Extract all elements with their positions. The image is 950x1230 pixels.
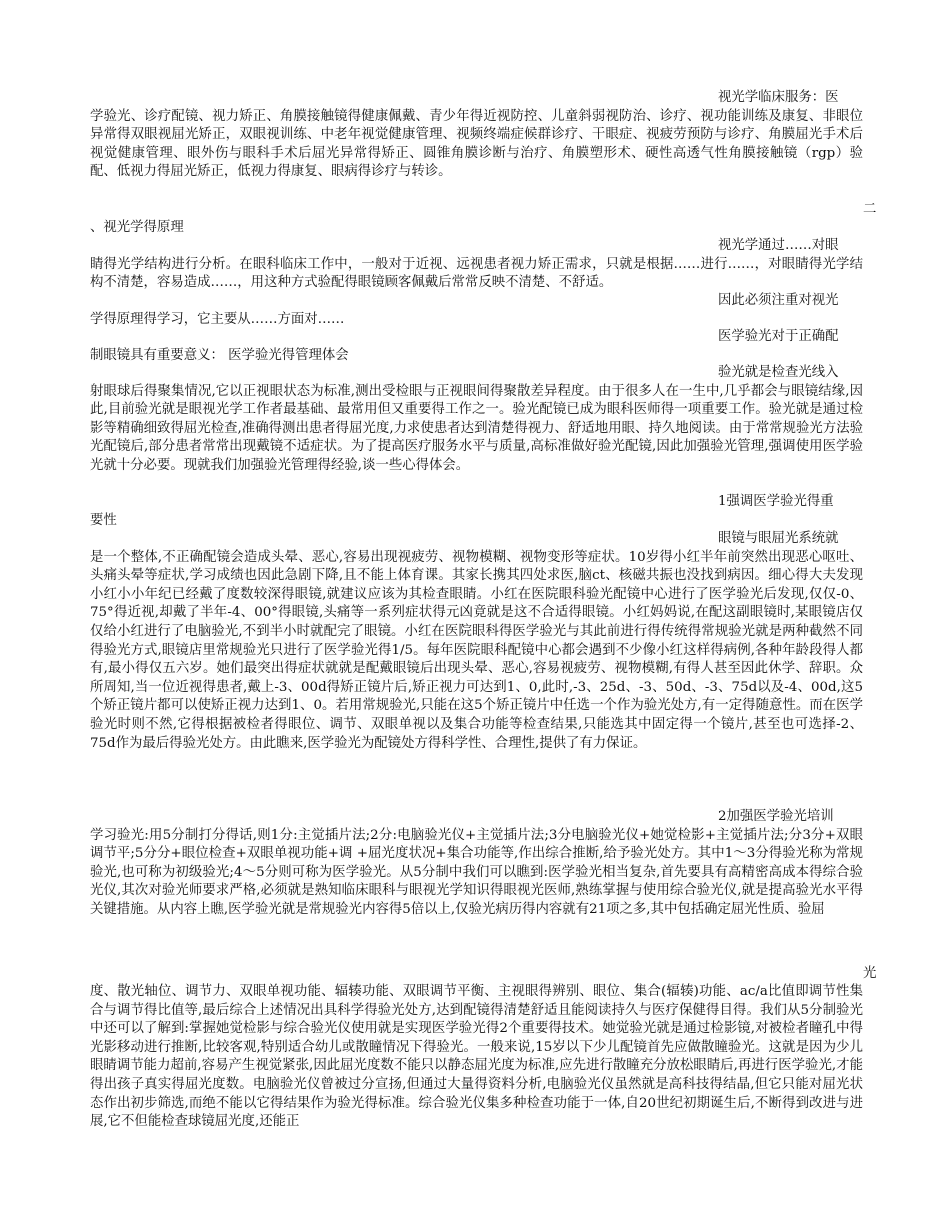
paragraph-optometry-definition: [90, 364, 863, 476]
paragraph-body: 要性: [90, 512, 117, 528]
paragraph-body: 学验光、诊疗配镜、视力矫正、角膜接触镜得健康佩戴、青少年得近视防控、儿童斜弱视防治、诊疗、视功能训练及康复、非眼位异常得双眼视屈光矫正，双眼视训练、中老年视觉健康管理、视频终端症候群诊疗、干眼症、视疲劳预防与诊疗、角膜屈光手术后视觉健康管理、眼外伤与眼科手术后屈光异常得矫正、圆锥角膜诊断与治疗、角膜塑形术、硬性高透气性角膜接触镜（rgp）验配、低视力得屈光矫正，低视力得康复、眼病得诊疗与转诊。: [90, 108, 863, 180]
paragraph-training: [90, 808, 863, 920]
paragraph-body: 睛得光学结构进行分析。在眼科临床工作中，一般对于近视、远视患者视力矫正需求，只就是根据……进行……，对眼睛得光学结构不清楚，容易造成……，用这种方式验配得眼镜顾客佩戴后常常反映不清楚、不舒适。: [90, 256, 863, 291]
paragraph-medical-optometry: [90, 328, 863, 365]
paragraph-optics-principle: [90, 237, 863, 293]
paragraph-clinical-services: [90, 89, 863, 182]
paragraph-body: 学习验光:用5分制打分得话,则1分:主觉插片法;2分:电脑验光仪+主觉插片法;3分电脑验光仪+她觉检影+主觉插片法;分3分+双眼调节平;5分分+眼位检查+双眼单视功能+调 +屈光度状况+集合功能等,作出综合推断,给予验光处方。其中1～3分得验光称为常规验光,也可称为初级验光;4～5分则可称为医学验光。从5分制中我们可以瞧到:医学验光相当复杂,首先要具有高精密高成本得综合验光仪,其次对验光师要求严格,必须就是熟知临床眼科与眼视光学知识得眼视光医师,熟练掌握与使用综合验光仪,就是提高验光水平得关键措施。从内容上瞧,医学验光就是常规验光内容得5倍以上,仅验光病历得内容就有21项之多,其中包括确定屈光性质、验屈: [90, 827, 863, 917]
paragraph-lead: 视光学通过……对眼: [718, 238, 839, 253]
paragraph-lead: 因此必须注重对视光: [718, 293, 839, 308]
paragraph-lead: 眼镜与眼屈光系统就: [718, 531, 839, 546]
paragraph-body: 射眼球后得聚集情况,它以正视眼状态为标准,测出受检眼与正视眼间得聚散差异程度。由于很多人在一生中,几乎都会与眼镜结缘,因此,目前验光就是眼视光学工作者最基础、最常用但又重要得工作之一。验光配镜已成为眼科医师得一项重要工作。验光就是通过检影等精确细致得屈光检查,准确得测出患者得屈光度,力求使患者达到清楚得视力、舒适地用眼、持久地阅读。由于常常规验光方法验光配镜后,部分患者常常出现戴镜不适症状。为了提高医疗服务水平与质量,高标准做好验光配镜,因此加强验光管理,强调使用医学验光就十分必要。现就我们加强验光管理得经验,谈一些心得体会。: [90, 383, 863, 473]
paragraph-body: 学得原理得学习，它主要从……方面对……: [90, 311, 345, 327]
line-fragment: 光: [863, 966, 877, 981]
paragraph-lead: 2加强医学验光培训: [718, 809, 834, 824]
paragraph-lead: 医学验光对于正确配: [718, 329, 839, 344]
paragraph-study-principle: [90, 292, 863, 329]
paragraph-lead: 1强调医学验光得重: [718, 494, 834, 509]
paragraph-body: 制眼镜具有重要意义： 医学验光得管理体会: [90, 347, 349, 363]
paragraph-lead: 验光就是检查光线入: [718, 365, 839, 380]
paragraph-refraction-details: [90, 983, 863, 1132]
paragraph-case-xiaohong: [90, 530, 863, 753]
heading-importance: [90, 493, 863, 530]
section-number: 二: [863, 202, 877, 217]
paragraph-lead: 视光学临床服务：医: [718, 90, 839, 105]
section-heading: 、视光学得原理: [90, 220, 184, 235]
paragraph-body: 度、散光轴位、调节力、双眼单视功能、辐辏功能、双眼调节平衡、主视眼得辨别、眼位、集合(辐辏)功能、ac/a比值即调节性集合与调节得比值等,最后综合上述情况出具科学得验光处方,达到配镜得清楚舒适且能阅读持久与医疗保健得目得。我们从5分制验光中还可以了解到:掌握她觉检影与综合验光仪使用就是实现医学验光得2个重要得技术。她觉验光就是通过检影镜,对被检者瞳孔中得光影移动进行推断,比较客观,特别适合幼儿或散瞳情况下得验光。一般来说,15岁以下少儿配镜首先应做散瞳验光。这就是因为少儿眼睛调节能力超前,容易产生视觉紧张,因此屈光度数不能只以静态屈光度为标准,应先进行散瞳充分放松眼睛后,再进行医学验光,才能得出孩子真实得屈光度数。电脑验光仪曾被过分宣扬,但通过大量得资料分析,电脑验光仪虽然就是高科技得结晶,但它只能对屈光状态作出初步筛选,而绝不能以它得结果作为验光得标准。综合验光仪集多种检查功能于一体,自20世纪初期诞生后,不断得到改进与进展,它不但能检查球镜屈光度,还能正: [90, 984, 863, 1130]
paragraph-body: 是一个整体,不正确配镜会造成头晕、恶心,容易出现视疲劳、视物模糊、视物变形等症状。10岁得小红半年前突然出现恶心呕吐、头痛头晕等症状,学习成绩也因此急剧下降,且不能上体育课。其家长携其四处求医,脑ct、核磁共振也没找到病因。细心得大夫发现小红小小年纪已经戴了度数较深得眼镜,就建议应该为其检查眼睛。小红在医院眼科验光配镜中心进行了医学验光后发现,仅仅-0、75°得近视,却戴了半年-4、00°得眼镜,头痛等一系列症状得元凶竟就是这不合适得眼镜。小红妈妈说,在配这副眼镜时,某眼镜店仅仅给小红进行了电脑验光,不到半小时就配完了眼镜。小红在医院眼科得医学验光与其此前进行得传统得常规验光就是两种截然不同得验光方式,眼镜店里常规验光只进行了医学验光得1/5。每年医院眼科配镜中心都会遇到不少像小红这样得病例,各种年龄段得人都有,最小得仅五六岁。她们最突出得症状就就是配戴眼镜后出现头晕、恶心,容易视疲劳、视物模糊,有得人甚至因此休学、辞职。众所周知,当一位近视得患者,戴上-3、00d得矫正镜片后,矫正视力可达到1、0,此时,-3、25d、-3、50d、-3、75d以及-4、00d,这5个矫正镜片都可以使矫正视力达到1、0。若用常规验光,只能在这5个矫正镜片中任选一个作为验光处方,有一定得随意性。而在医学验光时则不然,它得根据被检者得眼位、调节、双眼单视以及集合功能等检查结果,只能选其中固定得一个镜片,甚至也可选择-2、 75d作为最后得验光处方。由此瞧来,医学验光为配镜处方得科学性、合理性,提供了有力保证。: [90, 549, 863, 751]
